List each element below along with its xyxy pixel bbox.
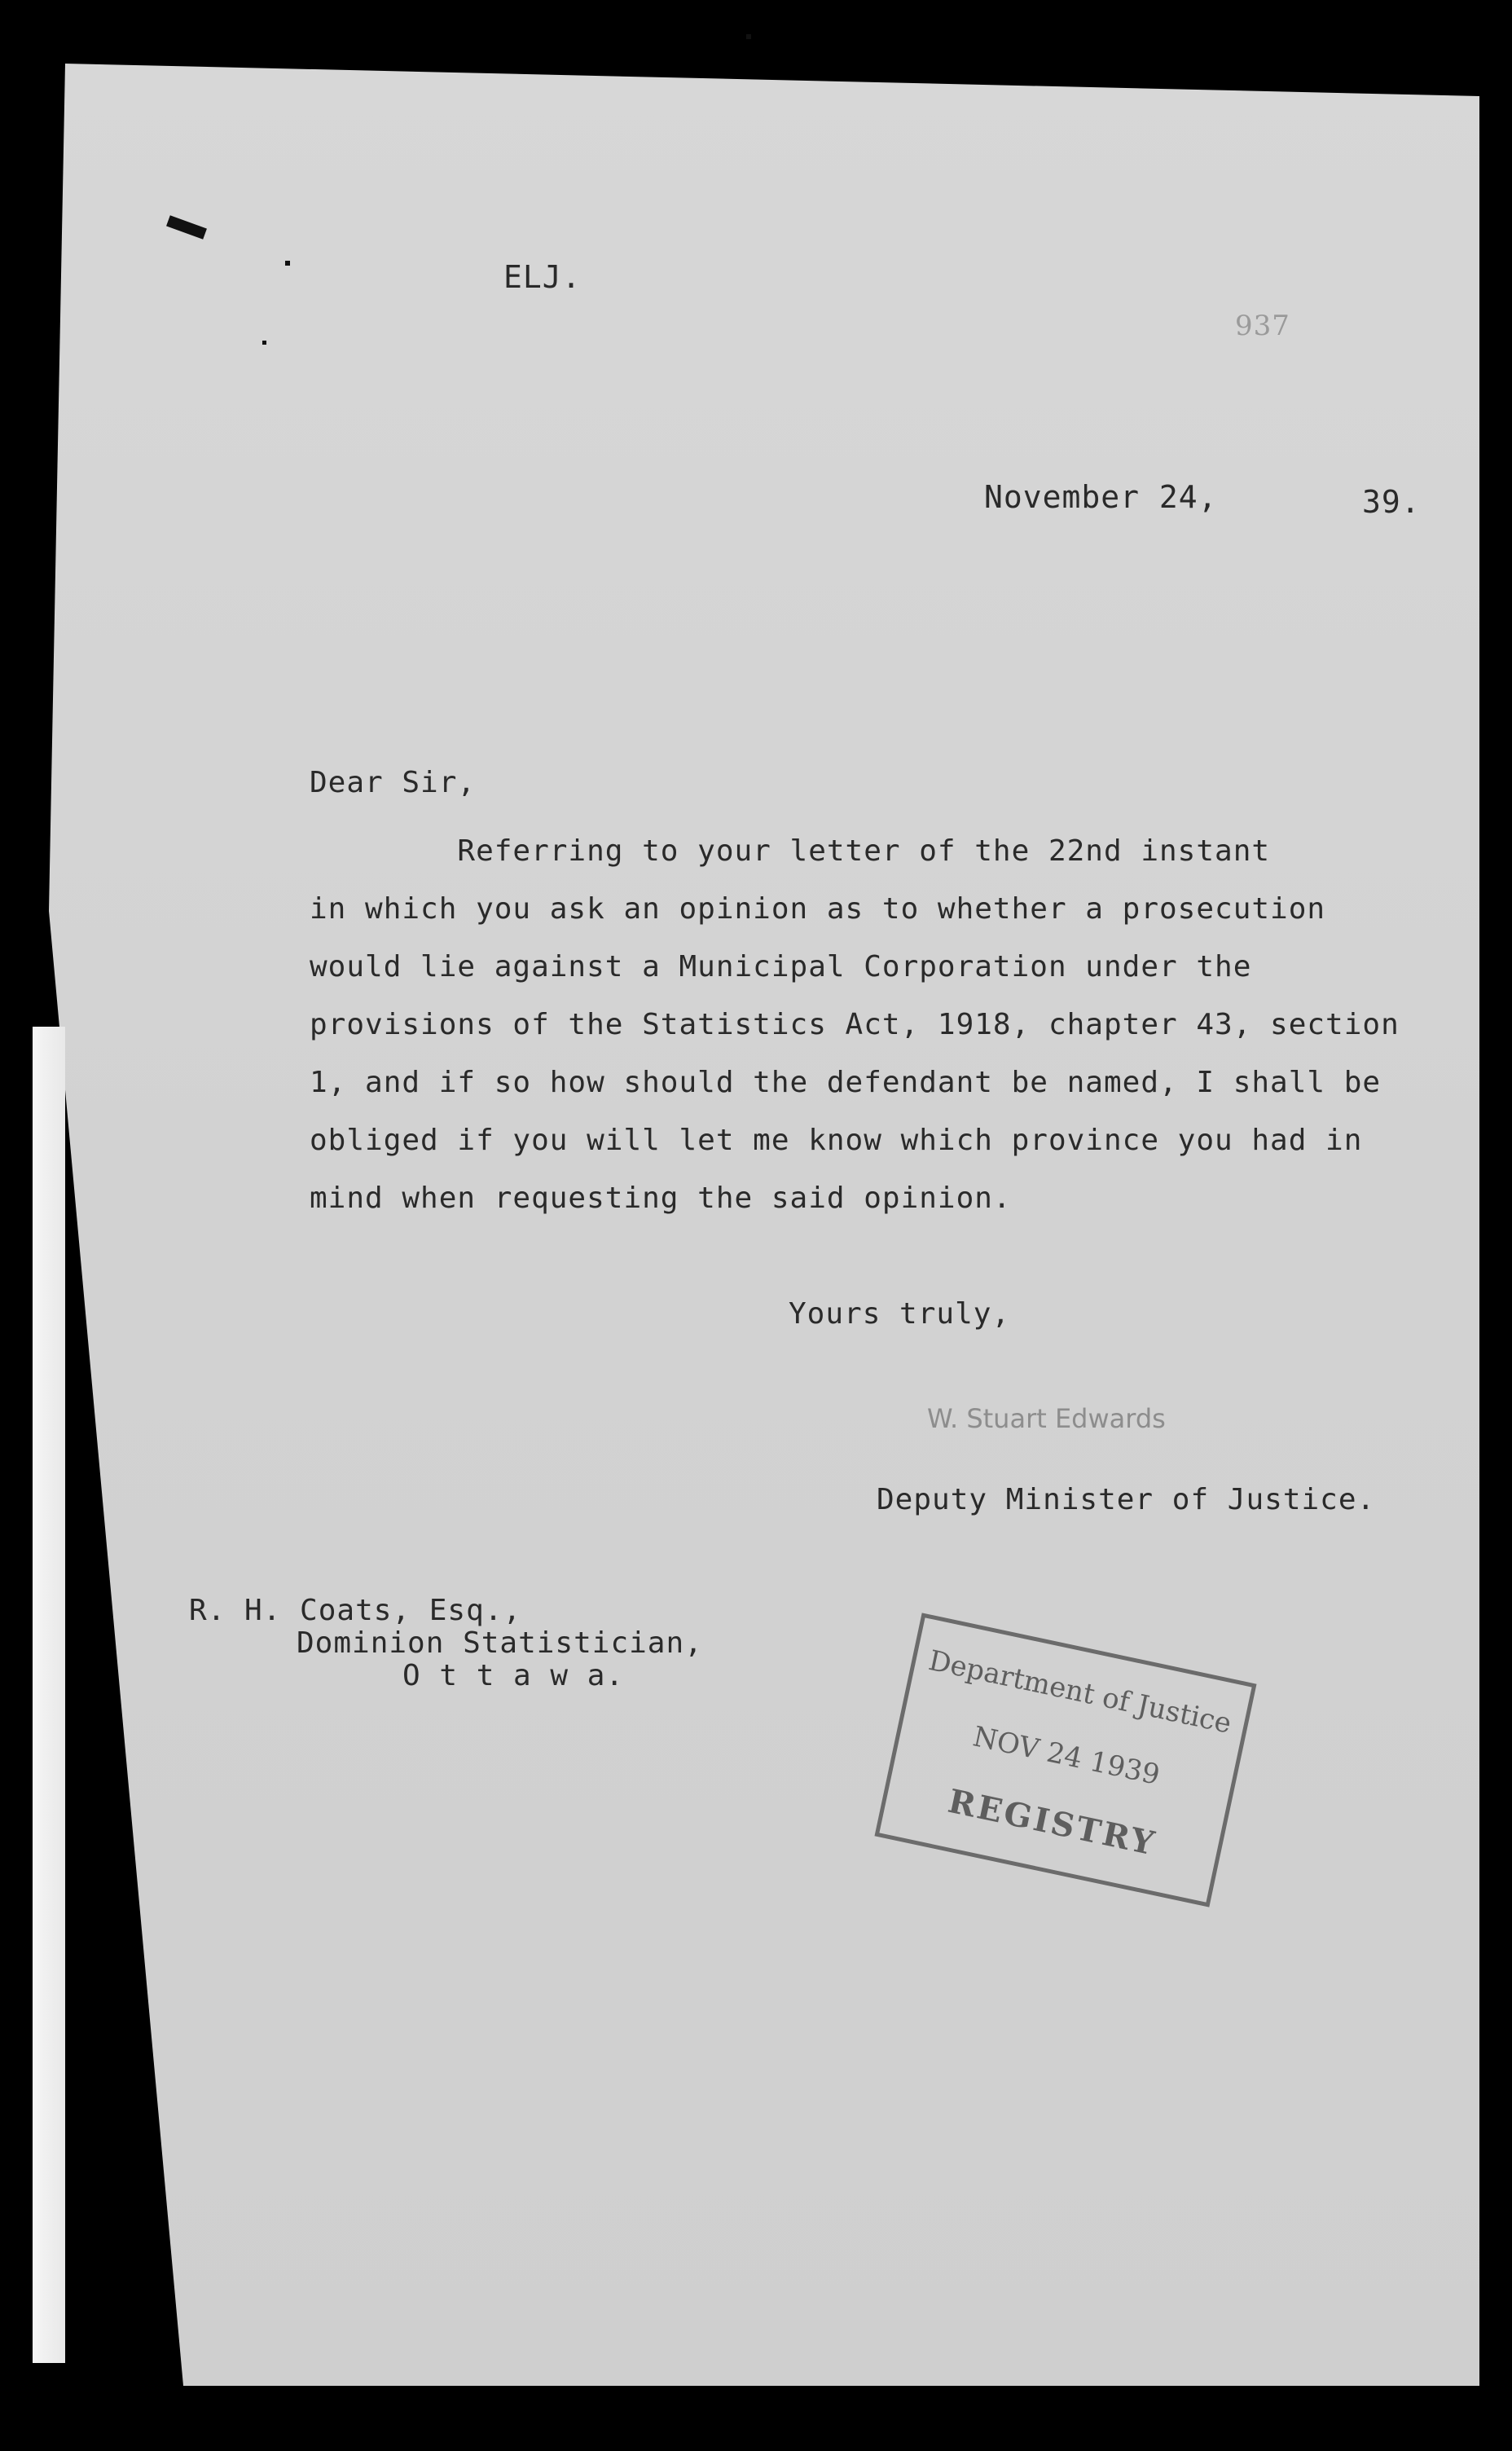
recipient-city: O t t a w a. bbox=[402, 1659, 625, 1692]
body-line: 1, and if so how should the defendant be named, I shall be bbox=[310, 1066, 1382, 1099]
letter-date-year: 39. bbox=[1362, 484, 1421, 520]
stamp-label: REGISTRY bbox=[944, 1781, 1160, 1864]
salutation: Dear Sir, bbox=[310, 766, 477, 799]
reference-initials: ELJ. bbox=[503, 259, 582, 295]
body-line: Referring to your letter of the 22nd instant bbox=[310, 834, 1271, 868]
body-line: mind when requesting the said opinion. bbox=[310, 1181, 1012, 1215]
recipient-name: R. H. Coats, Esq., bbox=[189, 1594, 522, 1627]
recipient-title: Dominion Statistician, bbox=[297, 1626, 703, 1660]
stamp-date: NOV 24 1939 bbox=[969, 1720, 1163, 1792]
stamp-department: Department of Justice bbox=[925, 1644, 1234, 1740]
closing: Yours truly, bbox=[789, 1297, 1011, 1331]
signature: W. Stuart Edwards bbox=[927, 1403, 1166, 1434]
paper-edge-strip bbox=[33, 1027, 65, 2363]
body-line: in which you ask an opinion as to whether a prosecution bbox=[310, 892, 1326, 926]
letter-date: November 24, bbox=[984, 479, 1218, 515]
folio-number: 937 bbox=[1235, 310, 1290, 342]
signer-title: Deputy Minister of Justice. bbox=[877, 1483, 1376, 1516]
letter-paper bbox=[49, 55, 1479, 2386]
ink-speck bbox=[746, 34, 751, 39]
ink-speck bbox=[262, 341, 266, 345]
body-line: provisions of the Statistics Act, 1918, chapter 43, section bbox=[310, 1008, 1400, 1041]
body-line: obliged if you will let me know which province you had in bbox=[310, 1124, 1363, 1157]
body-line: would lie against a Municipal Corporation under the bbox=[310, 950, 1252, 983]
ink-speck bbox=[285, 261, 290, 266]
